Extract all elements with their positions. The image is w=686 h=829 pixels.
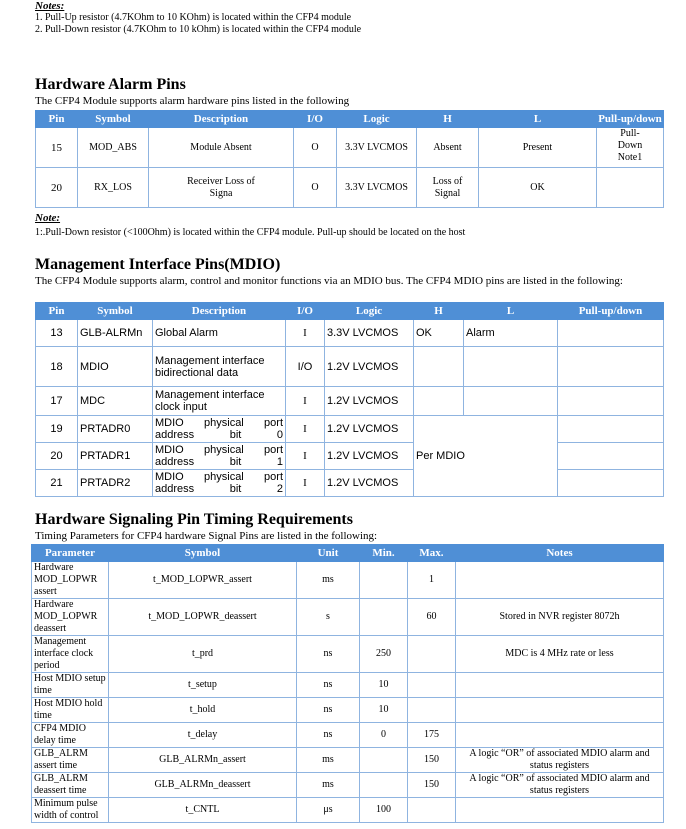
header-cell: Logic xyxy=(337,111,417,128)
notes-cell xyxy=(456,723,664,748)
min-cell: 10 xyxy=(360,673,408,698)
symbol-cell: t_CNTL xyxy=(109,798,297,823)
header-cell: Symbol xyxy=(109,545,297,562)
header-cell: Min. xyxy=(360,545,408,562)
symbol-cell: RX_LOS xyxy=(78,168,149,208)
header-cell: Pin xyxy=(36,303,78,320)
table-row xyxy=(32,698,664,723)
table-header-row xyxy=(36,303,664,320)
description-cell: Receiver Loss of Signa xyxy=(149,168,294,208)
header-cell: Symbol xyxy=(78,111,149,128)
description-cell: MDIO physical port address bit 2 xyxy=(153,470,286,497)
mdio-pins-table xyxy=(35,302,664,497)
header-cell: Symbol xyxy=(78,303,153,320)
l-cell: OK xyxy=(479,168,597,208)
pin-cell: 18 xyxy=(36,347,78,387)
table-header-row xyxy=(32,545,664,562)
symbol-cell: t_MOD_LOPWR_deassert xyxy=(109,599,297,636)
notes-item-1: 1. Pull-Up resistor (4.7KOhm to 10 KOhm) is located within the CFP4 module xyxy=(35,12,352,23)
min-cell: 10 xyxy=(360,698,408,723)
h-cell xyxy=(414,387,464,416)
unit-cell: ns xyxy=(297,723,360,748)
pull-cell xyxy=(558,470,664,497)
pin-cell: 20 xyxy=(36,443,78,470)
pin-cell: 19 xyxy=(36,416,78,443)
min-cell: 250 xyxy=(360,636,408,673)
unit-cell: s xyxy=(297,599,360,636)
io-cell: I xyxy=(286,387,325,416)
notes-cell xyxy=(456,673,664,698)
header-cell: Pin xyxy=(36,111,78,128)
parameter-cell: Host MDIO setup time xyxy=(32,673,109,698)
min-cell xyxy=(360,599,408,636)
pull-cell xyxy=(558,416,664,443)
logic-cell: 3.3V LVCMOS xyxy=(325,320,414,347)
symbol-cell: t_hold xyxy=(109,698,297,723)
h-cell: OK xyxy=(414,320,464,347)
symbol-cell: t_setup xyxy=(109,673,297,698)
io-cell: I/O xyxy=(286,347,325,387)
header-cell: Parameter xyxy=(32,545,109,562)
header-cell: Pull-up/down xyxy=(597,111,664,128)
description-cell: MDIO physical port address bit 1 xyxy=(153,443,286,470)
logic-cell: 1.2V LVCMOS xyxy=(325,387,414,416)
unit-cell: μs xyxy=(297,798,360,823)
table-row xyxy=(36,320,664,347)
table-header-row xyxy=(36,111,664,128)
logic-cell: 1.2V LVCMOS xyxy=(325,416,414,443)
pull-cell xyxy=(558,320,664,347)
description-cell: MDIO physical port address bit 0 xyxy=(153,416,286,443)
pull-cell xyxy=(558,347,664,387)
symbol-cell: PRTADR2 xyxy=(78,470,153,497)
table-row xyxy=(36,128,664,168)
symbol-cell: PRTADR1 xyxy=(78,443,153,470)
table-row xyxy=(36,347,664,387)
pull-cell xyxy=(597,168,664,208)
notes-cell: A logic “OR” of associated MDIO alarm and status registers xyxy=(456,748,664,773)
l-cell: Alarm xyxy=(464,320,558,347)
timing-table xyxy=(31,544,664,823)
io-cell: I xyxy=(286,443,325,470)
pull-cell xyxy=(558,387,664,416)
header-cell: Description xyxy=(153,303,286,320)
pull-cell: Pull-Down Note1 xyxy=(597,128,664,168)
table-row xyxy=(36,470,664,497)
h-cell: Absent xyxy=(417,128,479,168)
notes-heading: Notes: xyxy=(35,0,65,12)
description-cell: Management interface bidirectional data xyxy=(153,347,286,387)
header-cell: L xyxy=(479,111,597,128)
pin-cell: 21 xyxy=(36,470,78,497)
max-cell xyxy=(408,636,456,673)
notes-cell xyxy=(456,562,664,599)
io-cell: O xyxy=(294,128,337,168)
table-row xyxy=(32,636,664,673)
parameter-cell: Management interface clock period xyxy=(32,636,109,673)
notes-cell xyxy=(456,798,664,823)
parameter-cell: CFP4 MDIO delay time xyxy=(32,723,109,748)
header-cell: H xyxy=(414,303,464,320)
logic-cell: 1.2V LVCMOS xyxy=(325,443,414,470)
unit-cell: ns xyxy=(297,636,360,673)
symbol-cell: t_MOD_LOPWR_assert xyxy=(109,562,297,599)
header-cell: I/O xyxy=(294,111,337,128)
header-cell: Notes xyxy=(456,545,664,562)
pin-cell: 17 xyxy=(36,387,78,416)
logic-cell: 1.2V LVCMOS xyxy=(325,470,414,497)
symbol-cell: t_prd xyxy=(109,636,297,673)
parameter-cell: GLB_ALRM assert time xyxy=(32,748,109,773)
table-row xyxy=(32,723,664,748)
max-cell: 60 xyxy=(408,599,456,636)
header-cell: I/O xyxy=(286,303,325,320)
timing-section-intro: Timing Parameters for CFP4 hardware Signal Pins are listed in the following: xyxy=(35,530,378,542)
l-cell xyxy=(464,387,558,416)
mdio-section-title: Management Interface Pins(MDIO) xyxy=(35,256,281,273)
io-cell: I xyxy=(286,416,325,443)
notes-cell: Stored in NVR register 8072h xyxy=(456,599,664,636)
table-row xyxy=(32,562,664,599)
h-cell xyxy=(414,347,464,387)
table-row xyxy=(32,748,664,773)
description-cell: Global Alarm xyxy=(153,320,286,347)
notes-cell: MDC is 4 MHz rate or less xyxy=(456,636,664,673)
min-cell xyxy=(360,562,408,599)
header-cell: Max. xyxy=(408,545,456,562)
pin-cell: 13 xyxy=(36,320,78,347)
io-cell: I xyxy=(286,470,325,497)
symbol-cell: PRTADR0 xyxy=(78,416,153,443)
symbol-cell: GLB_ALRMn_deassert xyxy=(109,773,297,798)
logic-cell: 1.2V LVCMOS xyxy=(325,347,414,387)
alarm-pins-table xyxy=(35,110,664,208)
max-cell: 150 xyxy=(408,748,456,773)
unit-cell: ms xyxy=(297,562,360,599)
table-row xyxy=(32,773,664,798)
max-cell: 1 xyxy=(408,562,456,599)
pull-cell xyxy=(558,443,664,470)
max-cell: 150 xyxy=(408,773,456,798)
symbol-cell: GLB-ALRMn xyxy=(78,320,153,347)
notes-cell: A logic “OR” of associated MDIO alarm and status registers xyxy=(456,773,664,798)
symbol-cell: MDC xyxy=(78,387,153,416)
mdio-section-intro: The CFP4 Module supports alarm, control and monitor functions via an MDIO bus. The CFP4 MDIO pins are listed in the following: xyxy=(35,275,623,287)
logic-cell: 3.3V LVCMOS xyxy=(337,128,417,168)
symbol-cell: MOD_ABS xyxy=(78,128,149,168)
io-cell: I xyxy=(286,320,325,347)
unit-cell: ns xyxy=(297,673,360,698)
alarm-section-title: Hardware Alarm Pins xyxy=(35,76,186,93)
parameter-cell: Hardware MOD_LOPWR deassert xyxy=(32,599,109,636)
pin-cell: 15 xyxy=(36,128,78,168)
unit-cell: ms xyxy=(297,748,360,773)
header-cell: Unit xyxy=(297,545,360,562)
table-row xyxy=(32,798,664,823)
table-row xyxy=(32,673,664,698)
symbol-cell: t_delay xyxy=(109,723,297,748)
parameter-cell: Minimum pulse width of control xyxy=(32,798,109,823)
description-cell: Module Absent xyxy=(149,128,294,168)
parameter-cell: Host MDIO hold time xyxy=(32,698,109,723)
per-mdio-cell: Per MDIO xyxy=(414,416,558,497)
l-cell xyxy=(464,347,558,387)
max-cell: 175 xyxy=(408,723,456,748)
header-cell: L xyxy=(464,303,558,320)
min-cell: 100 xyxy=(360,798,408,823)
io-cell: O xyxy=(294,168,337,208)
table-row xyxy=(36,168,664,208)
header-cell: Description xyxy=(149,111,294,128)
symbol-cell: GLB_ALRMn_assert xyxy=(109,748,297,773)
unit-cell: ns xyxy=(297,698,360,723)
notes-cell xyxy=(456,698,664,723)
notes-item-2: 2. Pull-Down resistor (4.7KOhm to 10 kOhm) is located within the CFP4 module xyxy=(35,24,362,35)
min-cell: 0 xyxy=(360,723,408,748)
header-cell: Pull-up/down xyxy=(558,303,664,320)
h-cell: Loss of Signal xyxy=(417,168,479,208)
table-row xyxy=(36,416,664,443)
max-cell xyxy=(408,698,456,723)
symbol-cell: MDIO xyxy=(78,347,153,387)
table-row xyxy=(32,599,664,636)
timing-section-title: Hardware Signaling Pin Timing Requirements xyxy=(35,511,353,528)
parameter-cell: Hardware MOD_LOPWR assert xyxy=(32,562,109,599)
table-row xyxy=(36,443,664,470)
alarm-section-intro: The CFP4 Module supports alarm hardware pins listed in the following xyxy=(35,95,350,107)
min-cell xyxy=(360,773,408,798)
parameter-cell: GLB_ALRM deassert time xyxy=(32,773,109,798)
pin-cell: 20 xyxy=(36,168,78,208)
logic-cell: 3.3V LVCMOS xyxy=(337,168,417,208)
description-cell: Management interface clock input xyxy=(153,387,286,416)
alarm-note-text: 1:.Pull-Down resistor (<100Ohm) is located within the CFP4 module. Pull-up should be located on the host xyxy=(35,227,466,238)
unit-cell: ms xyxy=(297,773,360,798)
header-cell: H xyxy=(417,111,479,128)
table-row xyxy=(36,387,664,416)
max-cell xyxy=(408,798,456,823)
min-cell xyxy=(360,748,408,773)
l-cell: Present xyxy=(479,128,597,168)
max-cell xyxy=(408,673,456,698)
header-cell: Logic xyxy=(325,303,414,320)
alarm-note-heading: Note: xyxy=(35,212,61,224)
